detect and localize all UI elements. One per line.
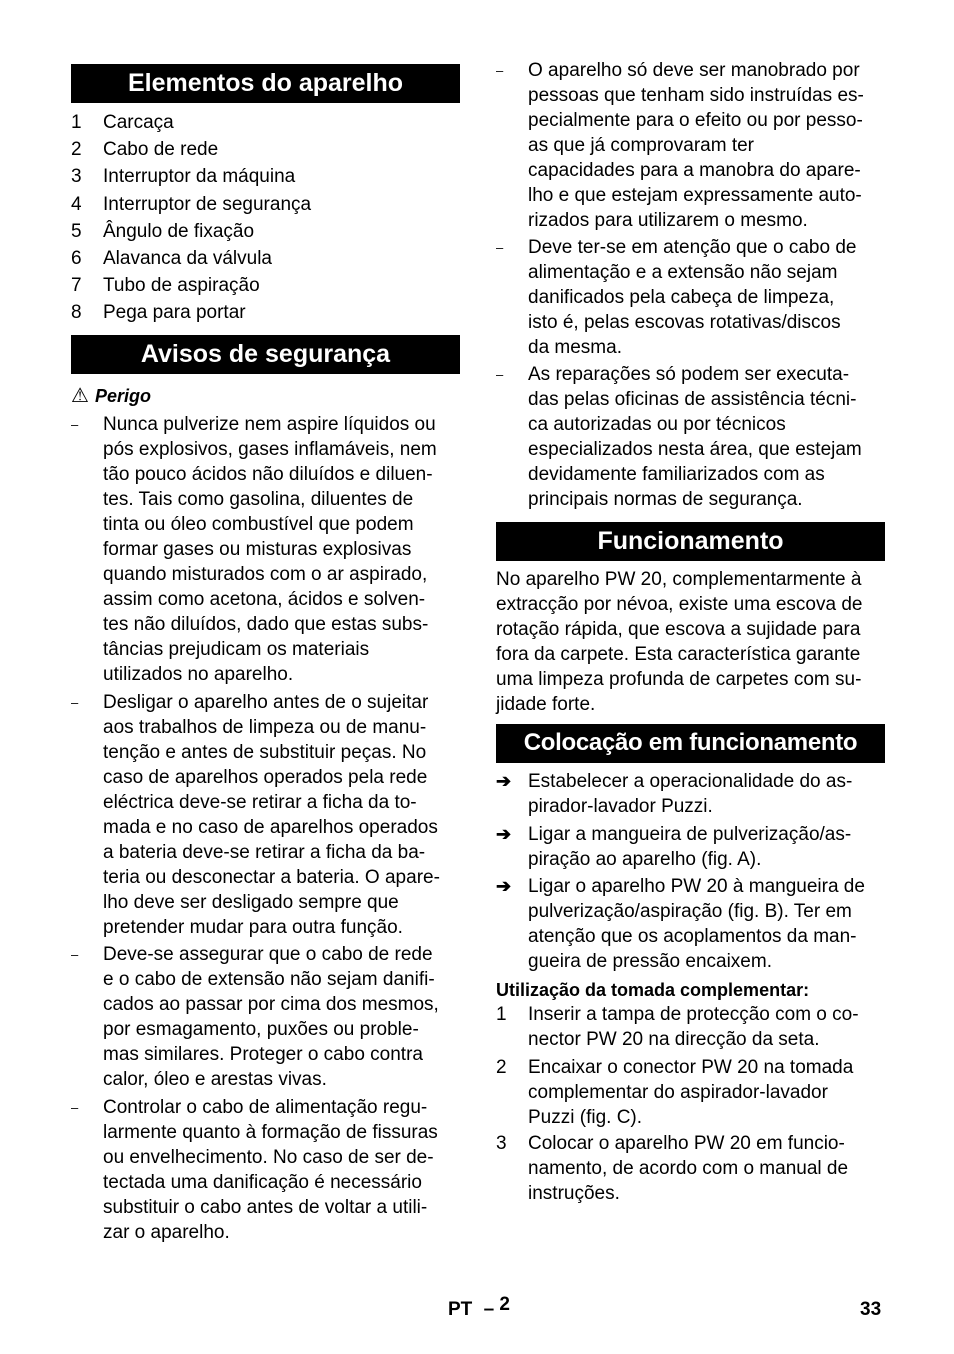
list-item: 7 Tubo de aspiração <box>71 275 260 297</box>
dash-icon: – <box>71 1100 79 1115</box>
list-item: 1 Carcaça <box>71 112 174 133</box>
footer-lang: PT <box>448 1299 473 1320</box>
funcionamento-paragraph: No aparelho PW 20, complementarmente à extracção por névoa, existe uma escova de rotação rápida, que escova a sujidade para fora da carpete. Esta característica garante uma limpeza profunda de carpetes com su- jidade forte. <box>496 569 863 715</box>
subheading-tomada: Utilização da tomada complementar: <box>496 980 810 1000</box>
dash-icon: – <box>71 947 79 962</box>
section-title-funcionamento: Funcionamento <box>496 522 885 561</box>
dash-icon: – <box>496 240 504 255</box>
parts-list <box>71 110 460 328</box>
footer-dash: – <box>483 1299 495 1320</box>
list-item: 4 Interruptor de segurança <box>71 193 312 215</box>
footer-section-label <box>448 1294 510 1322</box>
dash-icon: – <box>496 63 504 78</box>
arrow-right-icon: ➔ <box>496 824 512 844</box>
list-item: 6 Alavanca da válvula <box>71 247 272 269</box>
list-item: 2 Cabo de rede <box>71 139 219 161</box>
page-number: 33 <box>860 1299 882 1320</box>
list-item: 5 Ângulo de fixação <box>71 220 255 242</box>
warning-heading: ⚠ Perigo <box>71 385 151 407</box>
section-title-elementos: Elementos do aparelho <box>71 64 460 103</box>
section-title-avisos: Avisos de segurança <box>71 335 460 374</box>
arrow-right-icon: ➔ <box>496 771 512 791</box>
warning-icon: ⚠ <box>71 385 89 407</box>
list-item: 8 Pega para portar <box>71 302 246 324</box>
dash-icon: – <box>71 417 79 432</box>
dash-icon: – <box>71 695 79 710</box>
dash-icon: – <box>496 367 504 382</box>
footer-section-page: 2 <box>499 1294 510 1315</box>
arrow-right-icon: ➔ <box>496 876 512 896</box>
section-title-colocacao: Colocação em funcionamento <box>496 724 885 763</box>
list-item: 3 Interruptor da máquina <box>71 166 296 188</box>
